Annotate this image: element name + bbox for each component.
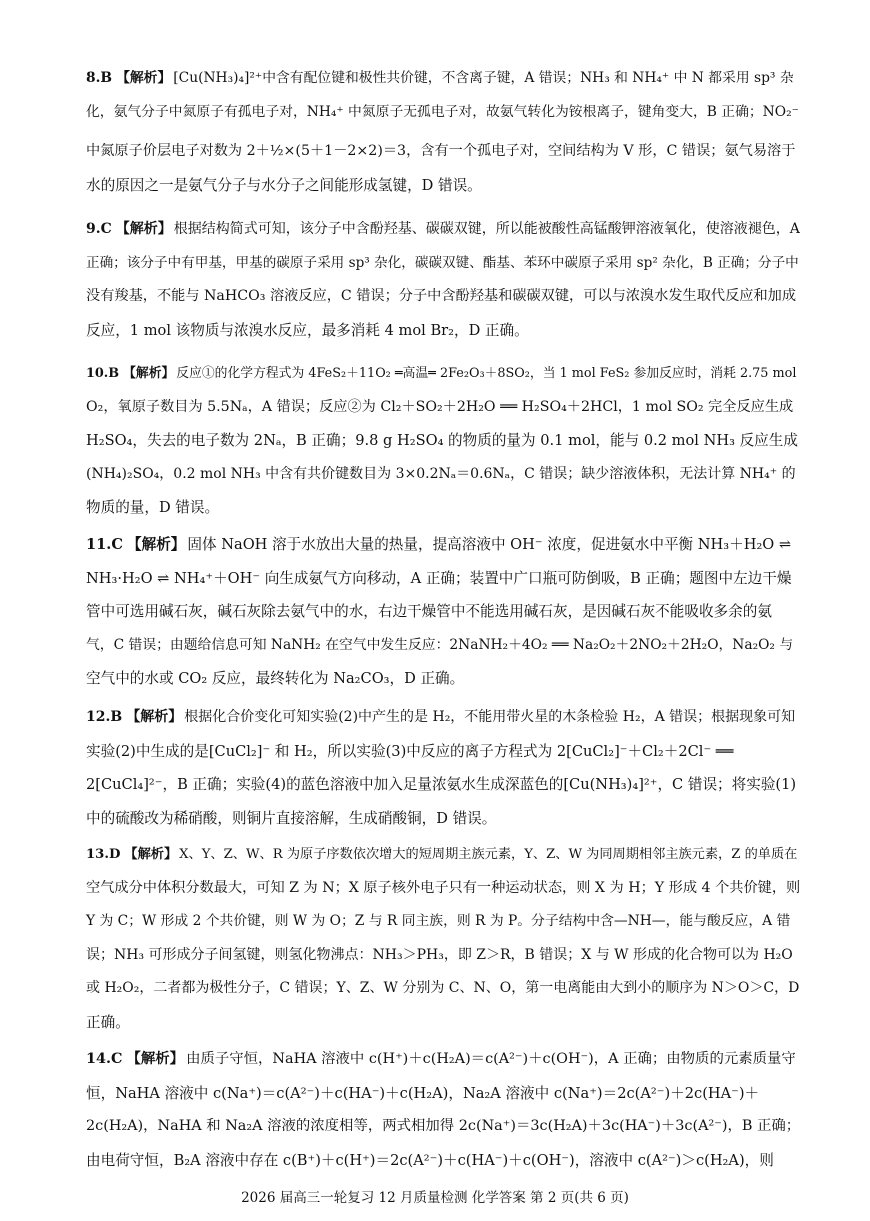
question-11: 11.C 【解析】 固体 NaOH 溶于水放出大量的热量，提高溶液中 OH⁻ 浓度，促进氨水中平衡 NH₃＋H₂O ⇌ NH₃·H₂O ⇌ NH₄⁺＋OH⁻ 向生成氨气方向移动，A 正确；装置中广口瓶可防倒吸，B 正确；题图中左边干燥 管中可选用碱石灰，碱石灰除去氨气中的水，右边干燥管中不能选用碱石灰，是因碱石灰不能吸收多余的氨 气，C 错误；由题给信息可知 NaNH₂ 在空气中发生反应：2NaNH₂＋4O₂ ══ Na₂O₂＋2NO₂＋2H₂O，Na₂O₂ 与 空气中的水或 CO₂ 反应，最终转化为 Na₂CO₃，D 正确。	[86, 536, 794, 688]
question-8: 8.B 【解析】 [Cu(NH₃)₄]²⁺中含有配位键和极性共价键，不含离子键，A 错误；NH₃ 和 NH₄⁺ 中 N 都采用 sp³ 杂 化，氨气分子中氮原子有孤电子对，NH₄⁺ 中氮原子无孤电子对，故氨气转化为铵根离子，键角变大，B 正确；NO₂⁻ 中氮原子价层电子对数为 2＋½×(5＋1－2×2)＝3，含有一个孤电子对，空间结构为 V 形，C 错误；氨气易溶于 水的原因之一是氨气分子与水分子之间能形成氢键，D 错误。	[86, 70, 799, 194]
question-12: 12.B 【解析】 根据化合价变化可知实验(2)中产生的是 H₂，不能用带火星的木条检验 H₂，A 错误；根据现象可知 实验(2)中生成的是[CuCl₂]⁻ 和 H₂，所以实验(3)中反应的离子方程式为 2[CuCl₂]⁻＋Cl₂＋2Cl⁻ ══ 2[CuCl₄]²⁻，B 正确；实验(4)的蓝色溶液中加入足量浓氨水生成深蓝色的[Cu(NH₃)₄]²⁺，C 错误；将实验(1) 中的硫酸改为稀硝酸，则铜片直接溶解，生成硝酸铜，D 错误。	[86, 709, 797, 827]
question-9: 9.C 【解析】 根据结构简式可知，该分子中含酚羟基、碳碳双键，所以能被酸性高锰酸钾溶液氧化，使溶液褪色，A 正确；该分子中有甲基，甲基的碳原子采用 sp³ 杂化，碳碳双键、酯基、苯环中碳原子采用 sp² 杂化，B 正确；分子中 没有羧基，不能与 NaHCO₃ 溶液反应，C 错误；分子中含酚羟基和碳碳双键，可以与浓溴水发生取代反应和加成 反应，1 mol 该物质与浓溴水反应，最多消耗 4 mol Br₂，D 正确。	[86, 221, 800, 339]
question-number: 10.B	[86, 366, 120, 381]
analysis-tag: 【解析】	[124, 847, 178, 862]
question-number: 14.C	[86, 1050, 123, 1067]
page-footer: 2026 届高三一轮复习 12 月质量检测 化学答案 第 2 页(共 6 页)	[241, 1190, 629, 1206]
analysis-tag: 【解析】	[115, 221, 172, 237]
question-14: 14.C 【解析】 由质子守恒，NaHA 溶液中 c(H⁺)＋c(H₂A)＝c(A²⁻)＋c(OH⁻)，A 正确；由物质的元素质量守 恒，NaHA 溶液中 c(Na⁺)＝c(A²⁻)＋c(HA⁻)＋c(H₂A)，Na₂A 溶液中 c(Na⁺)＝2c(A²⁻)＋2c(HA⁻)＋ 2c(H₂A)，NaHA 和 Na₂A 溶液的浓度相等，两式相加得 2c(Na⁺)＝3c(H₂A)＋3c(HA⁻)＋3c(A²⁻)，B 正确； 由电荷守恒，B₂A 溶液中存在 c(B⁺)＋c(H⁺)＝2c(A²⁻)＋c(HA⁻)＋c(OH⁻)，溶液中 c(A²⁻)＞c(H₂A)，则	[86, 1050, 801, 1169]
analysis-tag: 【解析】	[123, 366, 175, 381]
analysis-tag: 【解析】	[127, 536, 186, 553]
analysis-tag: 【解析】	[116, 70, 172, 86]
question-10: 10.B 【解析】 反应①的化学方程式为 4FeS₂＋11O₂ ═高温═ 2Fe₂O₃＋8SO₂，当 1 mol FeS₂ 参加反应时，消耗 2.75 mol O₂，氧原子数目为 5.5Nₐ，A 错误；反应②为 Cl₂＋SO₂＋2H₂O ══ H₂SO₄＋2HCl，1 mol SO₂ 完全反应生成 H₂SO₄，失去的电子数为 2Nₐ，B 正确；9.8 g H₂SO₄ 的物质的量为 0.1 mol，能与 0.2 mol NH₃ 反应生成 (NH₄)₂SO₄，0.2 mol NH₃ 中含有共价键数目为 3×0.2Nₐ＝0.6Nₐ，C 错误；缺少溶液体积，无法计算 NH₄⁺ 的 物质的量，D 错误。	[86, 366, 798, 517]
analysis-tag: 【解析】	[126, 1050, 185, 1067]
question-13: 13.D 【解析】 X、Y、Z、W、R 为原子序数依次增大的短周期主族元素，Y、Z、W 为同周期相邻主族元素，Z 的单质在 空气成分中体积分数最大，可知 Z 为 N；X 原子核外电子只有一种运动状态，则 X 为 H；Y 形成 4 个共价键，则 Y 为 C；W 形成 2 个共价键，则 W 为 O；Z 与 R 同主族，则 R 为 P。分子结构中含—NH—，能与酸反应，A 错 误；NH₃ 可形成分子间氢键，则氢化物沸点：NH₃＞PH₃，即 Z＞R，B 错误；X 与 W 形成的化合物可以为 H₂O 或 H₂O₂，二者都为极性分子，C 错误；Y、Z、W 分别为 C、N、O，第一电离能由大到小的顺序为 N＞O＞C，D 正确。	[86, 847, 801, 1031]
question-number: 8.B	[86, 70, 113, 86]
question-number: 11.C	[86, 536, 124, 553]
question-number: 13.D	[86, 847, 121, 862]
analysis-tag: 【解析】	[126, 709, 183, 725]
question-number: 9.C	[86, 221, 112, 237]
question-number: 12.B	[86, 709, 123, 725]
